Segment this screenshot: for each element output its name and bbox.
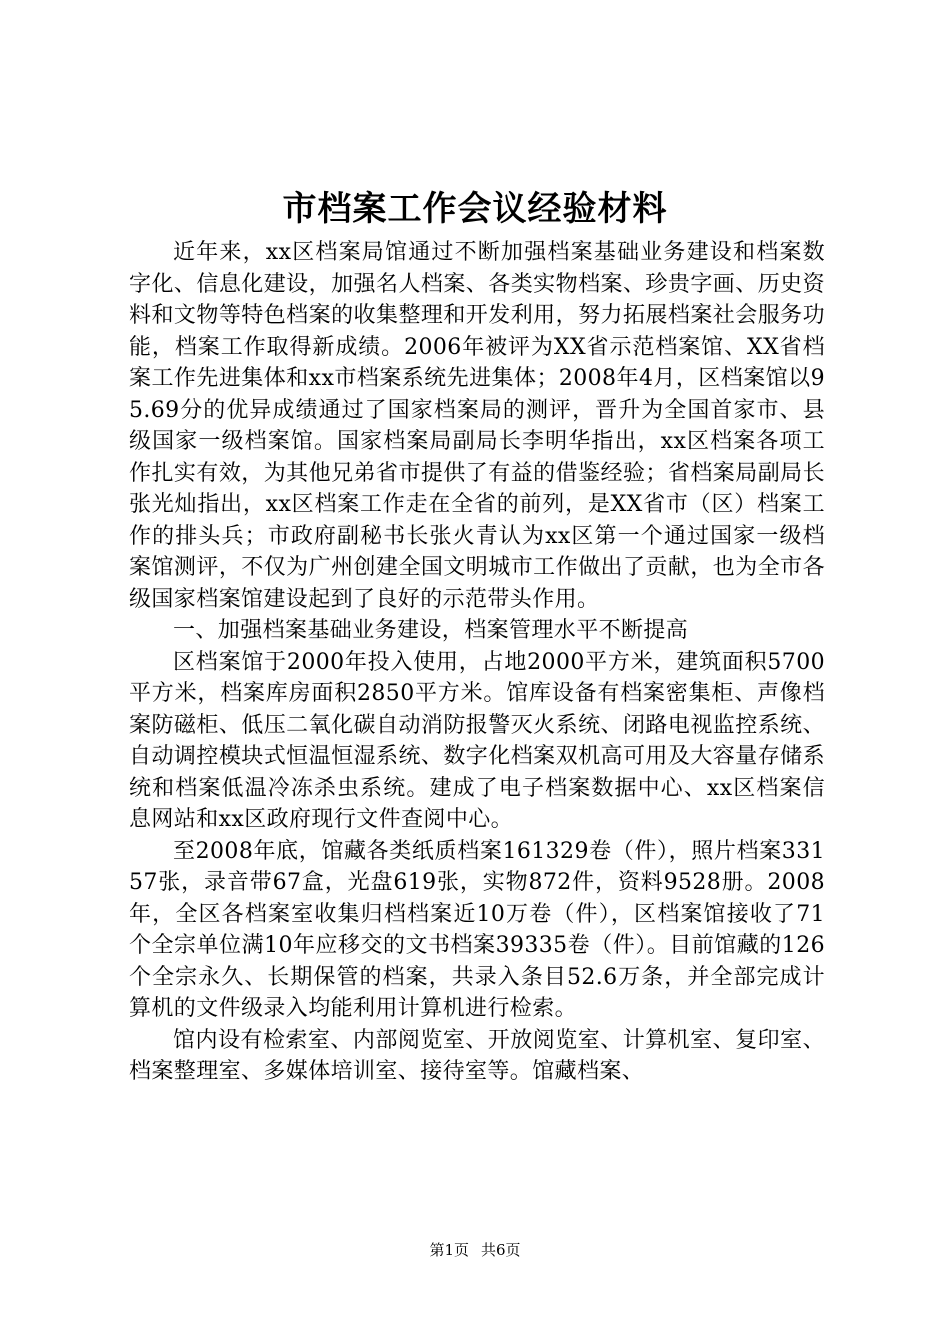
paragraph-facilities: 区档案馆于2000年投入使用，占地2000平方米，建筑面积5700平方米，档案库房面积2850平方米。馆库设备有档案密集柜、声像档案防磁柜、低压二氧化碳自动消防报警灭火系统、闭路电视监控系统、自动调控模块式恒温恒湿系统、数字化档案双机高可用及大容量存储系统和档案低温冷冻杀虫系统。建成了电子档案数据中心、xx区档案信息网站和xx区政府现行文件查阅中心。 bbox=[129, 649, 825, 832]
document-body bbox=[129, 237, 825, 1088]
page-footer bbox=[0, 1240, 950, 1260]
paragraph-rooms: 馆内设有检索室、内部阅览室、开放阅览室、计算机室、复印室、档案整理室、多媒体培训室、接待室等。馆藏档案、 bbox=[129, 1027, 825, 1084]
page-number: 第1页 bbox=[429, 1241, 469, 1259]
page-total: 共6页 bbox=[481, 1241, 521, 1259]
paragraph-intro: 近年来，xx区档案局馆通过不断加强档案基础业务建设和档案数字化、信息化建设，加强名人档案、各类实物档案、珍贵字画、历史资料和文物等特色档案的收集整理和开发利用，努力拓展档案社会服务功能，档案工作取得新成绩。2006年被评为XX省示范档案馆、XX省档案工作先进集体和xx市档案系统先进集体；2008年4月，区档案馆以95.69分的优异成绩通过了国家档案局的测评，晋升为全国首家市、县级国家一级档案馆。国家档案局副局长李明华指出，xx区档案各项工作扎实有效，为其他兄弟省市提供了有益的借鉴经验；省档案局副局长张光灿指出，xx区档案工作走在全省的前列，是XX省市（区）档案工作的排头兵；市政府副秘书长张火青认为xx区第一个通过国家一级档案馆测评，不仅为广州创建全国文明城市工作做出了贡献，也为全市各级国家档案馆建设起到了良好的示范带头作用。 bbox=[129, 240, 825, 612]
paragraph-holdings: 至2008年底，馆藏各类纸质档案161329卷（件），照片档案33157张，录音带67盒，光盘619张，实物872件，资料9528册。2008年，全区各档案室收集归档档案近10万卷（件），区档案馆接收了71个全宗单位满10年应移交的文书档案39335卷（件）。目前馆藏的126个全宗永久、长期保管的档案，共录入条目52.6万条，并全部完成计算机的文件级录入均能利用计算机进行检索。 bbox=[129, 838, 825, 1021]
section-heading-1: 一、加强档案基础业务建设，档案管理水平不断提高 bbox=[173, 618, 689, 643]
document-title: 市档案工作会议经验材料 bbox=[282, 189, 668, 229]
